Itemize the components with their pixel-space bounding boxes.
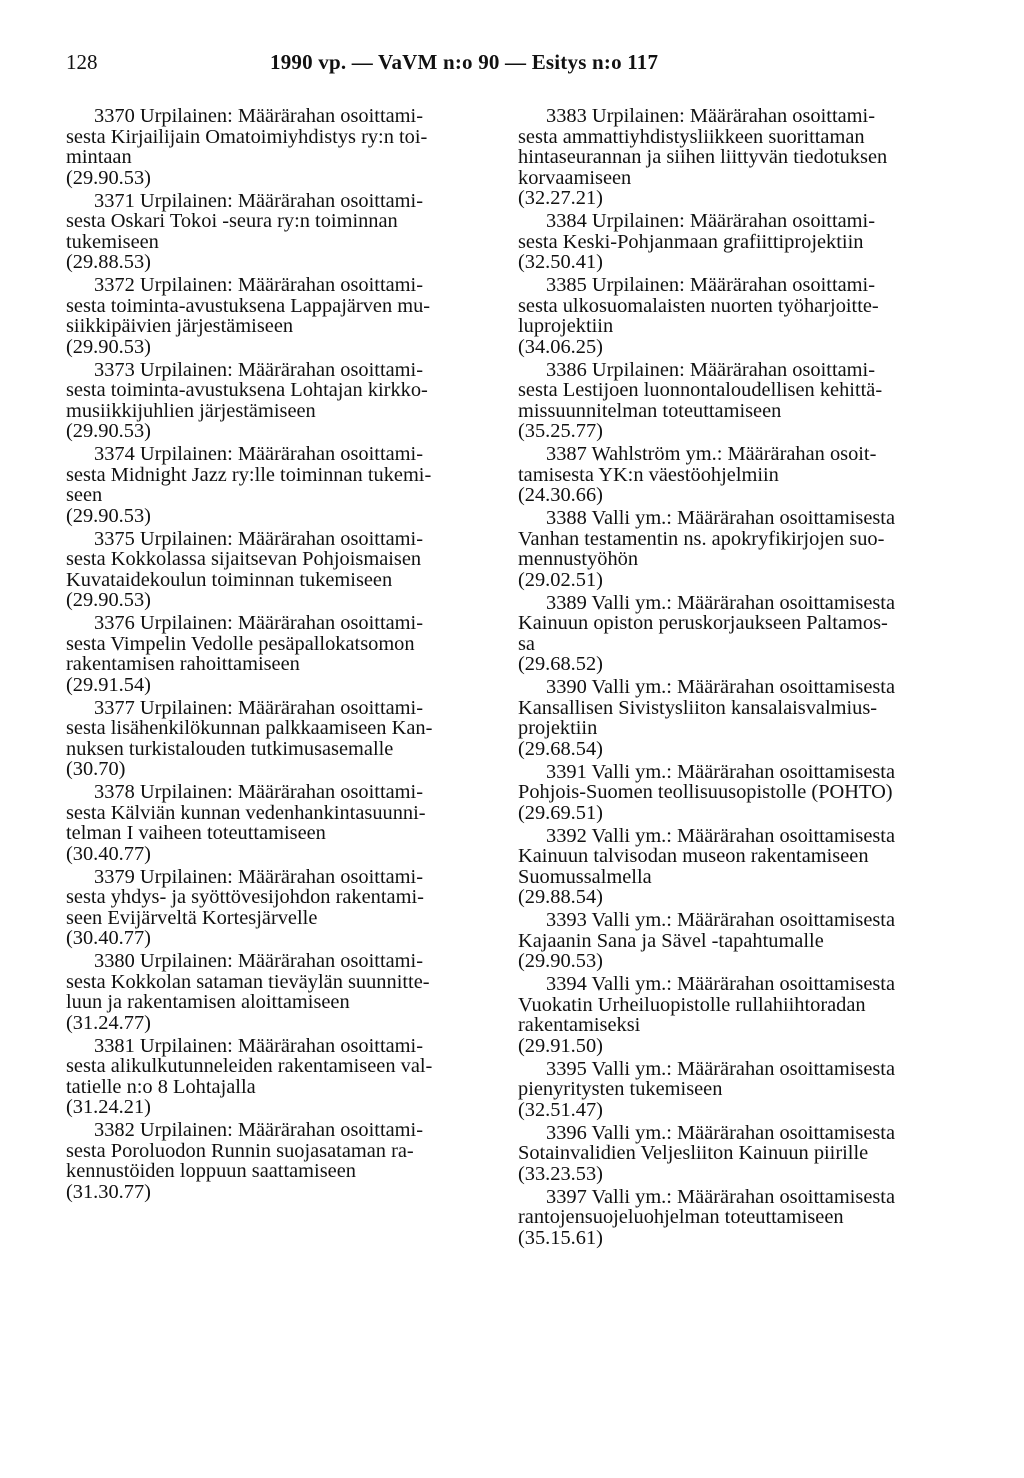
motion-text-line: Kansallisen Sivistysliiton kansalaisvalmius- (518, 696, 878, 719)
motion-heading-line: 3375 Urpilainen: Määrärahan osoittami- (94, 527, 423, 550)
motion-text-line: Vuokatin Urheiluopistolle rullahiihtoradan (518, 993, 866, 1016)
motion-entry (66, 1036, 494, 1118)
budget-item-reference: (29.90.53) (66, 589, 151, 611)
budget-item-reference: (35.15.61) (518, 1226, 603, 1249)
motion-heading-line: 3381 Urpilainen: Määrärahan osoittami- (94, 1034, 423, 1057)
motion-text-line: pienyritysten tukemiseen (518, 1078, 723, 1100)
motion-text-line: Kuvataidekoulun toiminnan tukemiseen (66, 568, 393, 591)
motion-text-line: telman I vaiheen toteuttamiseen (66, 822, 326, 844)
motion-text-line: seen Evijärveltä Kortesjärvelle (66, 906, 318, 929)
budget-item-reference: (29.88.54) (518, 886, 603, 908)
motion-text-line: sesta alikulkutunneleiden rakentamiseen val- (66, 1055, 433, 1077)
motion-text-line: Kajaanin Sana ja Sävel -tapahtumalle (518, 929, 824, 952)
motion-entry (66, 613, 494, 695)
motion-text-line: seen (66, 484, 103, 506)
motion-heading-line: 3392 Valli ym.: Määrärahan osoittamisesta (546, 824, 896, 847)
motion-text-line: tukemiseen (66, 230, 159, 253)
budget-item-reference: (29.91.50) (518, 1034, 603, 1057)
motion-text-line: sesta toiminta-avustuksena Lohtajan kirkko- (66, 379, 428, 401)
budget-item-reference: (29.90.53) (518, 950, 603, 972)
budget-item-reference: (32.51.47) (518, 1098, 603, 1121)
motion-text-line: kennustöiden loppuun saattamiseen (66, 1160, 356, 1182)
motion-heading-line: 3370 Urpilainen: Määrärahan osoittami- (94, 105, 423, 127)
motion-heading-line: 3397 Valli ym.: Määrärahan osoittamisesta (546, 1185, 896, 1208)
motion-entry (66, 360, 494, 442)
page-header (66, 50, 966, 80)
motion-heading-line: 3373 Urpilainen: Määrärahan osoittami- (94, 358, 423, 381)
motion-heading-line: 3384 Urpilainen: Määrärahan osoittami- (546, 210, 875, 232)
motion-heading-line: 3396 Valli ym.: Määrärahan osoittamisesta (546, 1121, 896, 1144)
motion-entry (66, 275, 494, 357)
budget-item-reference: (31.24.21) (66, 1096, 151, 1118)
motion-text-line: tamisesta YK:n väestöohjelmiin (518, 463, 779, 486)
motion-heading-line: 3382 Urpilainen: Määrärahan osoittami- (94, 1119, 423, 1141)
motion-text-line: korvaamiseen (518, 166, 632, 189)
budget-item-reference: (29.91.54) (66, 673, 151, 696)
motion-entry (518, 677, 960, 759)
budget-item-reference: (29.69.51) (518, 801, 603, 824)
motion-entry (66, 529, 494, 611)
motion-heading-line: 3378 Urpilainen: Määrärahan osoittami- (94, 781, 423, 803)
motion-entry (518, 1123, 960, 1185)
motion-text-line: missuunnitelman toteuttamiseen (518, 399, 782, 422)
budget-item-reference: (29.02.51) (518, 568, 603, 591)
motion-entry (66, 867, 494, 949)
motion-text-line: Sotainvalidien Veljesliiton Kainuun piirille (518, 1142, 869, 1164)
motion-text-line: sesta ulkosuomalaisten nuorten työharjoitte- (518, 294, 879, 317)
motion-entry (518, 1187, 960, 1249)
motion-text-line: luprojektiin (518, 315, 614, 337)
motion-text-line: projektiin (518, 717, 598, 739)
motion-text-line: luun ja rakentamisen aloittamiseen (66, 991, 350, 1013)
motion-entry (518, 444, 960, 506)
motion-text-line: sesta ammattiyhdistysliikkeen suorittaman (518, 125, 865, 148)
motion-heading-line: 3395 Valli ym.: Määrärahan osoittamisesta (546, 1057, 896, 1080)
motion-heading-line: 3387 Wahlström ym.: Määrärahan osoit- (546, 443, 877, 465)
motion-heading-line: 3393 Valli ym.: Määrärahan osoittamisesta (546, 909, 896, 931)
motion-heading-line: 3389 Valli ym.: Määrärahan osoittamisesta (546, 591, 896, 614)
budget-item-reference: (29.68.52) (518, 653, 603, 675)
budget-item-reference: (32.27.21) (518, 187, 603, 209)
motion-entry (518, 211, 960, 273)
budget-item-reference: (31.24.77) (66, 1011, 151, 1034)
motion-text-line: sesta toiminta-avustuksena Lappajärven mu- (66, 294, 431, 317)
budget-item-reference: (30.40.77) (66, 927, 151, 949)
budget-item-reference: (34.06.25) (518, 335, 603, 358)
budget-item-reference: (30.40.77) (66, 842, 151, 865)
motion-text-line: mintaan (66, 146, 132, 168)
motion-entry (66, 191, 494, 273)
page-number: 128 (66, 50, 98, 74)
budget-item-reference: (24.30.66) (518, 484, 603, 506)
motion-text-line: rakentamiseksi (518, 1014, 641, 1036)
motion-entry (518, 974, 960, 1056)
motion-heading-line: 3380 Urpilainen: Määrärahan osoittami- (94, 950, 423, 972)
budget-item-reference: (35.25.77) (518, 420, 603, 442)
motion-text-line: rantojensuojeluohjelman toteuttamiseen (518, 1206, 844, 1228)
motion-text-line: mennustyöhön (518, 548, 639, 570)
motion-text-line: sesta Kirjailijain Omatoimiyhdistys ry:n toi- (66, 125, 428, 148)
budget-item-reference: (31.30.77) (66, 1180, 151, 1203)
motion-entry (518, 1059, 960, 1121)
motion-text-line: sesta Midnight Jazz ry:lle toiminnan tukemi- (66, 463, 432, 486)
motion-entry (66, 951, 494, 1033)
motion-heading-line: 3391 Valli ym.: Määrärahan osoittamisesta (546, 760, 896, 783)
motion-entry (66, 106, 494, 188)
motion-text-line: sesta Poroluodon Runnin suojasataman ra- (66, 1139, 414, 1162)
motion-text-line: nuksen turkistalouden tutkimusasemalle (66, 737, 394, 760)
motion-text-line: rakentamisen rahoittamiseen (66, 653, 300, 675)
motion-text-line: sesta Keski-Pohjanmaan grafiittiprojektiin (518, 230, 864, 253)
motion-text-line: musiikkijuhlien järjestämiseen (66, 399, 316, 422)
motion-text-line: Pohjois-Suomen teollisuusopistolle (POHTO) (518, 781, 893, 803)
budget-item-reference: (29.88.53) (66, 251, 151, 273)
motion-text-line: tatielle n:o 8 Lohtajalla (66, 1075, 256, 1098)
motion-text-line: Kainuun talvisodan museon rakentamiseen (518, 845, 869, 867)
motion-entry (66, 782, 494, 864)
motion-text-line: sesta Kälviän kunnan vedenhankintasuunni- (66, 801, 426, 824)
motion-heading-line: 3372 Urpilainen: Määrärahan osoittami- (94, 274, 423, 296)
motion-entry (66, 698, 494, 780)
motion-text-line: Kainuun opiston peruskorjaukseen Paltamos- (518, 612, 888, 634)
budget-item-reference: (29.90.53) (66, 335, 151, 358)
motion-heading-line: 3379 Urpilainen: Määrärahan osoittami- (94, 865, 423, 888)
budget-item-reference: (29.90.53) (66, 420, 151, 442)
budget-item-reference: (29.68.54) (518, 737, 603, 760)
motion-entry (518, 593, 960, 675)
budget-item-reference: (32.50.41) (518, 251, 603, 273)
budget-item-reference: (33.23.53) (518, 1162, 603, 1185)
motion-text-line: sesta Vimpelin Vedolle pesäpallokatsomon (66, 632, 415, 655)
motion-text-line: Suomussalmella (518, 865, 652, 888)
motion-heading-line: 3386 Urpilainen: Määrärahan osoittami- (546, 358, 875, 381)
motion-entry (518, 106, 960, 209)
motion-heading-line: 3374 Urpilainen: Määrärahan osoittami- (94, 443, 423, 465)
motion-entry (518, 826, 960, 908)
motion-text-line: sesta Lestijoen luonnontaloudellisen kehittä- (518, 379, 883, 401)
motion-heading-line: 3377 Urpilainen: Määrärahan osoittami- (94, 696, 423, 719)
motion-entry (66, 444, 494, 526)
motion-text-line: Vanhan testamentin ns. apokryfikirjojen suo- (518, 527, 885, 550)
budget-item-reference: (30.70) (66, 758, 126, 780)
left-column (66, 106, 494, 1205)
motion-text-line: sesta Kokkolassa sijaitsevan Pohjoismaisen (66, 548, 422, 570)
right-column (518, 106, 960, 1251)
motion-heading-line: 3388 Valli ym.: Määrärahan osoittamisesta (546, 507, 896, 529)
motion-entry (518, 275, 960, 357)
motion-heading-line: 3383 Urpilainen: Määrärahan osoittami- (546, 105, 875, 127)
motion-text-line: sesta Oskari Tokoi -seura ry:n toiminnan (66, 210, 398, 232)
motion-text-line: sa (518, 632, 535, 655)
motion-heading-line: 3371 Urpilainen: Määrärahan osoittami- (94, 189, 423, 212)
motion-heading-line: 3376 Urpilainen: Määrärahan osoittami- (94, 612, 423, 634)
motion-text-line: sesta lisähenkilökunnan palkkaamiseen Kan- (66, 717, 433, 739)
motion-text-line: sesta yhdys- ja syöttövesijohdon rakentami- (66, 886, 424, 908)
motion-text-line: siikkipäivien järjestämiseen (66, 315, 294, 337)
motion-text-line: sesta Kokkolan sataman tieväylän suunnitte- (66, 970, 430, 993)
motion-heading-line: 3385 Urpilainen: Määrärahan osoittami- (546, 274, 875, 296)
motion-heading-line: 3394 Valli ym.: Määrärahan osoittamisesta (546, 973, 896, 995)
motion-text-line: hintaseurannan ja siihen liittyvän tiedotuksen (518, 146, 888, 168)
budget-item-reference: (29.90.53) (66, 166, 151, 189)
motion-entry (518, 762, 960, 824)
motion-entry (66, 1120, 494, 1202)
motion-entry (518, 508, 960, 590)
running-title: 1990 vp. — VaVM n:o 90 — Esitys n:o 117 (270, 50, 659, 74)
motion-entry (518, 360, 960, 442)
budget-item-reference: (29.90.53) (66, 504, 151, 527)
motion-entry (518, 910, 960, 972)
motion-heading-line: 3390 Valli ym.: Määrärahan osoittamisesta (546, 676, 896, 698)
